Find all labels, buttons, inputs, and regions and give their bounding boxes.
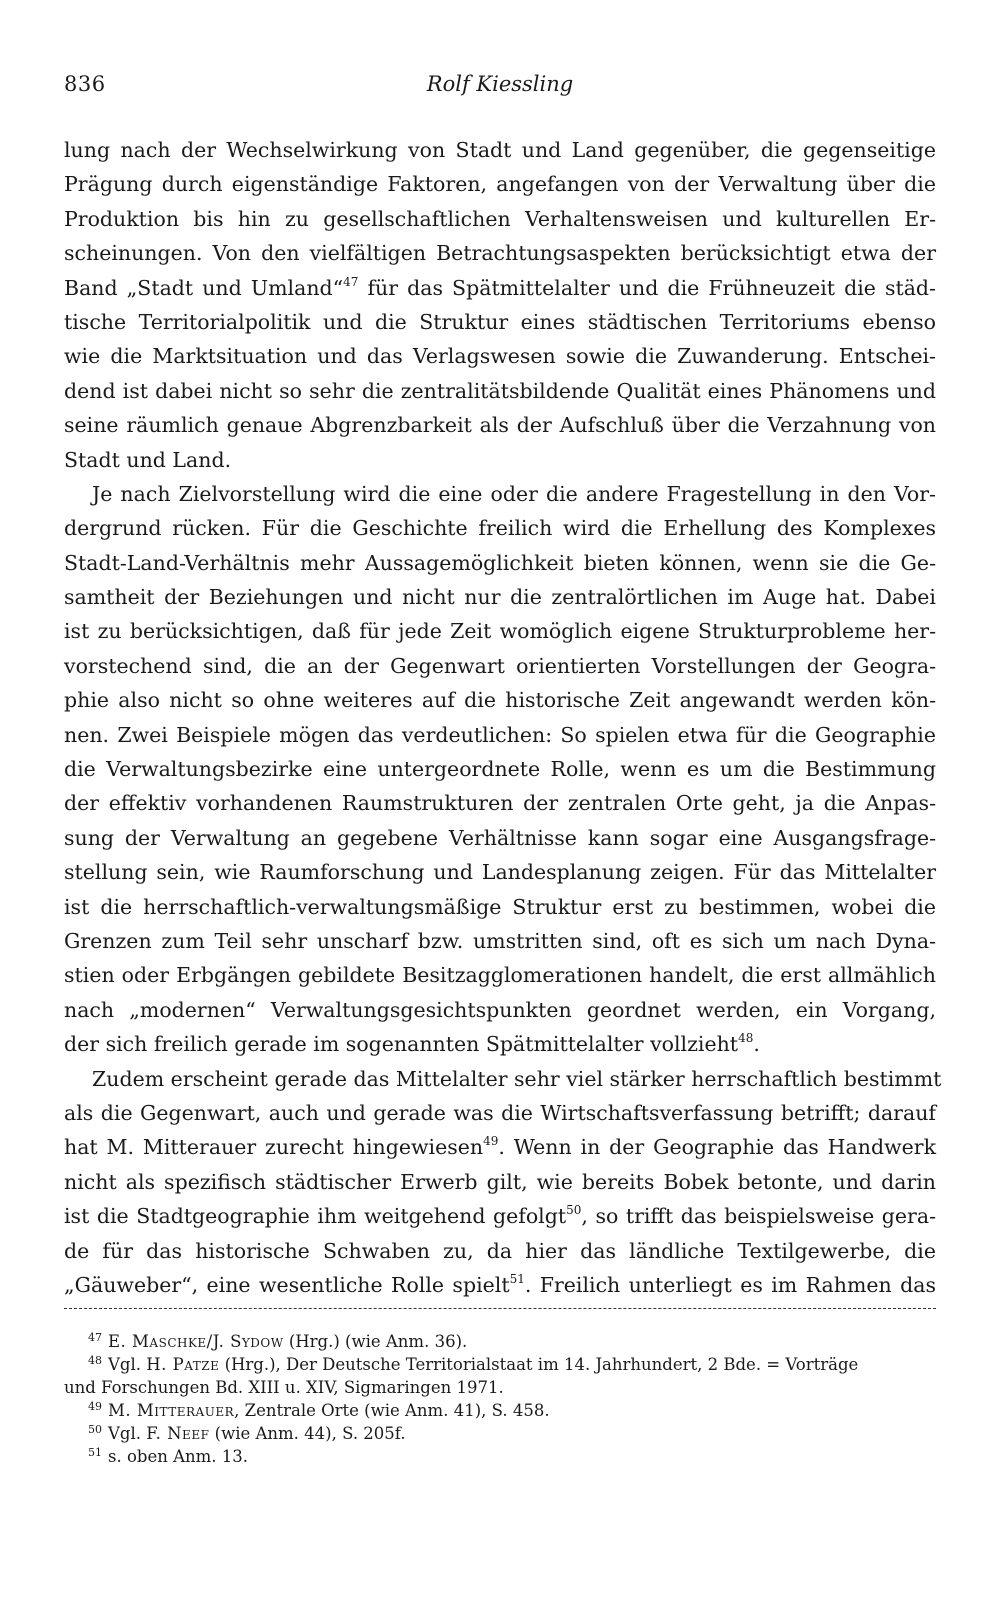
- footnote: [64, 1330, 936, 1353]
- footnote: [64, 1422, 936, 1445]
- footnote-number: 49: [88, 1400, 102, 1413]
- body-line: ist die herrschaftlich-verwaltungsmäßige Struktur erst zu bestimmen, wobei die: [64, 894, 936, 919]
- footnote-number: 48: [88, 1354, 102, 1367]
- footnote-author: F. Neef: [146, 1424, 210, 1443]
- body-line: de für das historische Schwaben zu, da hier das ländliche Textilgewerbe, die: [64, 1238, 936, 1263]
- body-line: seine räumlich genaue Abgrenzbarkeit als der Aufschluß über die Verzahnung von: [64, 413, 936, 438]
- body-line: ist zu berücksichtigen, daß für jede Zeit womöglich eigene Strukturprobleme her-: [64, 619, 936, 644]
- body-line: dend ist dabei nicht so sehr die zentralitätsbildende Qualität eines Phänomens und: [64, 378, 936, 403]
- footnote-prefix: Vgl.: [108, 1424, 147, 1443]
- body-line: samtheit der Beziehungen und nicht nur die zentralörtlichen im Auge hat. Dabei: [64, 585, 936, 610]
- body-text-fragment: der sich freilich gerade im sogenannten Spätmittelalter vollzieht: [64, 1032, 739, 1057]
- footnote-ref: 50: [566, 1203, 582, 1218]
- footnote-prefix: Vgl.: [108, 1355, 147, 1374]
- footnote-text: (wie Anm. 44), S. 205f.: [209, 1424, 406, 1443]
- body-line: stien oder Erbgängen gebildete Besitzagglomerationen handelt, die erst allmählich: [64, 963, 936, 988]
- footnotes: [64, 1330, 936, 1468]
- body-text-fragment: .: [524, 1272, 540, 1297]
- page-number: 836: [64, 72, 106, 96]
- body-line: dergrund rücken. Für die Geschichte freilich wird die Erhellung des Komplexes: [64, 516, 936, 541]
- body-line: Prägung durch eigenständige Faktoren, angefangen von der Verwaltung über die: [64, 172, 936, 197]
- body-line: der effektiv vorhandenen Raumstrukturen der zentralen Orte geht, ja die Anpas-: [64, 791, 936, 816]
- body-text-fragment: ist die Stadtgeographie ihm weitgehend gefolgt: [64, 1204, 567, 1229]
- body-line: Stadt-Land-Verhältnis mehr Aussagemöglichkeit bieten können, wenn sie die Ge-: [64, 550, 936, 575]
- body-line: [64, 1027, 936, 1061]
- body-text-fragment: , so trifft das beispielsweise gera-: [581, 1204, 937, 1229]
- body-line: stellung sein, wie Raumforschung und Landesplanung zeigen. Für das Mittelalter: [64, 860, 936, 885]
- body-line: als die Gegenwart, auch und gerade was die Wirtschaftsverfassung betrifft; darauf: [64, 1100, 936, 1125]
- footnote-ref: 49: [483, 1134, 499, 1149]
- body-line: vorstechend sind, die an der Gegenwart orientierten Vorstellungen der Geogra-: [64, 653, 936, 678]
- footnote: [64, 1399, 936, 1422]
- footnote-continuation: und Forschungen Bd. XIII u. XIV, Sigmaringen 1971.: [64, 1378, 504, 1397]
- footnote-author: M. Mitterauer: [108, 1401, 235, 1420]
- body-text-fragment: für das Spätmittelalter und die Frühneuzeit die städ-: [358, 275, 936, 300]
- body-line: die Verwaltungsbezirke eine untergeordnete Rolle, wenn es um die Bestimmung: [64, 757, 936, 782]
- body-line: wie die Marktsituation und das Verlagswesen sowie die Zuwanderung. Entschei-: [64, 344, 936, 369]
- body-line: [64, 1268, 936, 1302]
- body-text-fragment: „Gäuweber“, eine wesentliche Rolle spielt: [64, 1272, 510, 1297]
- body-line: phie also nicht so ohne weiteres auf die historische Zeit angewandt werden kön-: [64, 688, 936, 713]
- footnote-text: (Hrg.), Der Deutsche Territorialstaat im 14. Jahrhundert, 2 Bde. = Vorträge: [219, 1355, 859, 1374]
- body-line: lung nach der Wechselwirkung von Stadt und Land gegenüber, die gegenseitige: [64, 138, 936, 162]
- body-line: Zudem erscheint gerade das Mittelalter sehr viel stärker herrschaftlich bestimmt: [92, 1066, 942, 1091]
- footnote-separator: [64, 1308, 936, 1309]
- body-text-fragment: .: [753, 1032, 760, 1057]
- body-line: tische Territorialpolitik und die Struktur eines städtischen Territoriums ebenso: [64, 309, 936, 334]
- footnote: [64, 1353, 936, 1399]
- body-text-fragment: . Wenn in der Geographie das Handwerk: [498, 1135, 936, 1160]
- body-line: Grenzen zum Teil sehr unscharf bzw. umstritten sind, oft es sich um nach Dyna-: [64, 928, 936, 953]
- running-head: Rolf Kiessling: [426, 72, 574, 96]
- body-line: Je nach Zielvorstellung wird die eine oder die andere Fragestellung in den Vor-: [92, 481, 936, 506]
- body-line: [64, 1130, 936, 1164]
- footnote-number: 50: [88, 1423, 102, 1436]
- body-text-fragment: Band „Stadt und Umland“: [64, 275, 344, 300]
- body-text: [64, 133, 942, 1302]
- body-line: nen. Zwei Beispiele mögen das verdeutlichen: So spielen etwa für die Geographie: [64, 722, 936, 747]
- footnote-author: E. Maschke/J. Sydow: [108, 1332, 284, 1351]
- body-text-fragment: hat M. Mitterauer zurecht hingewiesen: [64, 1135, 484, 1160]
- footnote-ref: 48: [738, 1031, 754, 1046]
- body-line: [64, 271, 936, 305]
- body-line: Produktion bis hin zu gesellschaftlichen Verhaltensweisen und kulturellen Er-: [64, 206, 936, 231]
- footnote-author: H. Patze: [146, 1355, 220, 1374]
- page-header: [64, 72, 936, 106]
- footnote: [64, 1445, 936, 1468]
- body-line: nach „modernen“ Verwaltungsgesichtspunkten geordnet werden, ein Vorgang,: [64, 997, 936, 1022]
- footnote-text: , Zentrale Orte (wie Anm. 41), S. 458.: [234, 1401, 550, 1420]
- body-line: sung der Verwaltung an gegebene Verhältnisse kann sogar eine Ausgangsfrage-: [64, 825, 936, 850]
- body-line: nicht als spezifisch städtischer Erwerb gilt, wie bereits Bobek betonte, und darin: [64, 1169, 936, 1194]
- footnote-ref: 51: [509, 1271, 525, 1286]
- body-line: [64, 1199, 936, 1233]
- footnote-ref: 47: [343, 274, 359, 289]
- footnote-number: 47: [88, 1331, 102, 1344]
- footnote-number: 51: [88, 1446, 102, 1459]
- body-line: Stadt und Land.: [64, 447, 232, 472]
- footnote-text: s. oben Anm. 13.: [108, 1447, 249, 1466]
- footnote-text: (Hrg.) (wie Anm. 36).: [283, 1332, 468, 1351]
- body-line: scheinungen. Von den vielfältigen Betrachtungsaspekten berücksichtigt etwa der: [64, 241, 936, 266]
- body-text-fragment: Freilich unterliegt es im Rahmen das: [539, 1272, 936, 1297]
